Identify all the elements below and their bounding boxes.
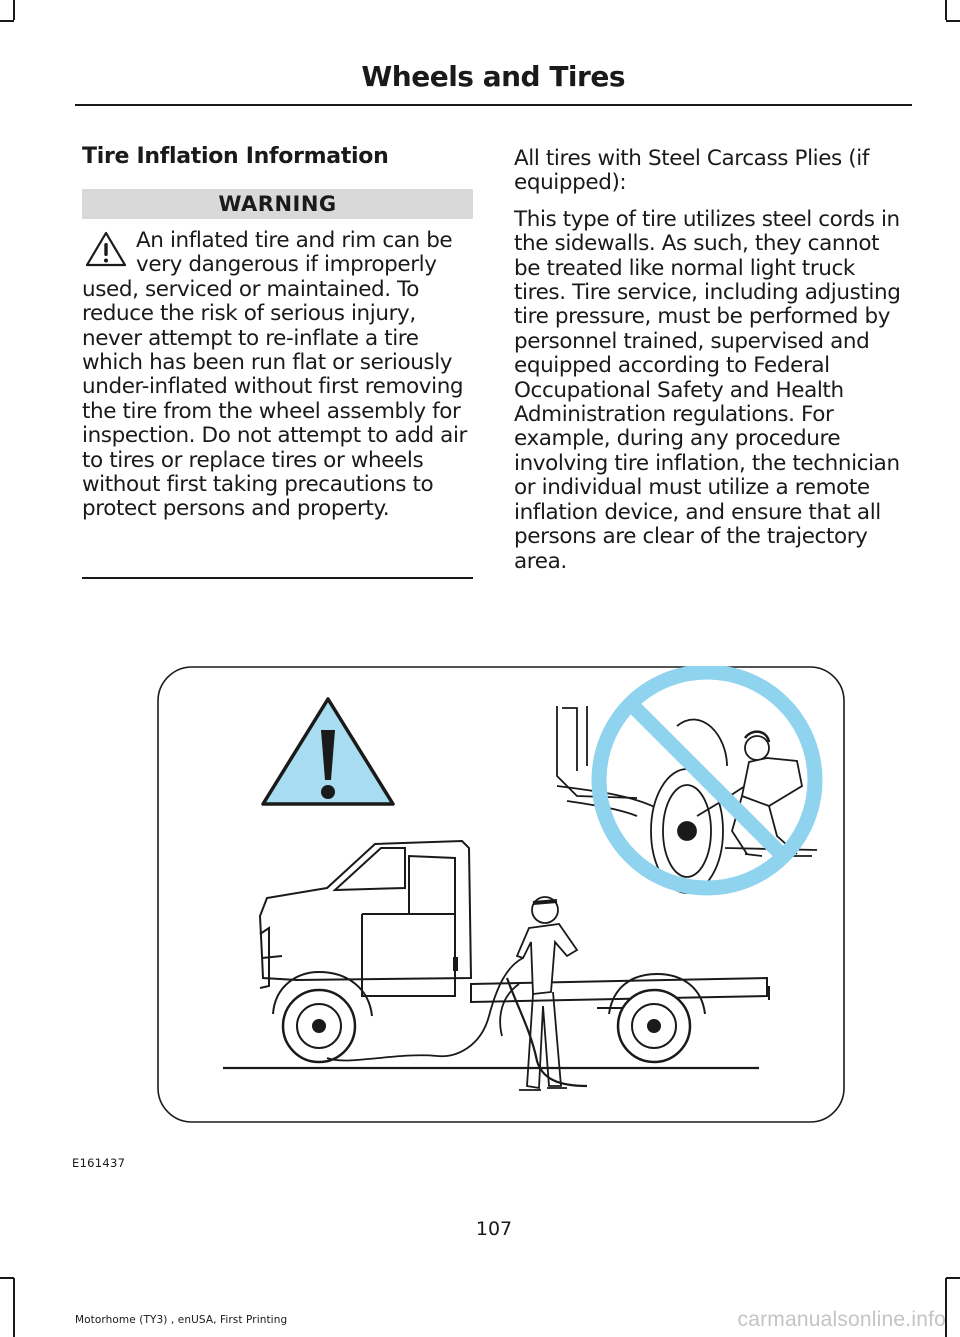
page-header <box>75 60 625 93</box>
tire-inflation-illustration <box>157 666 845 1123</box>
crop-mark <box>946 1277 960 1279</box>
crop-mark <box>0 20 14 22</box>
crop-mark <box>13 1278 15 1337</box>
site-watermark[interactable]: carmanualsonline.info <box>737 1308 946 1331</box>
steel-ply-section <box>514 147 910 586</box>
crop-mark <box>0 1277 14 1279</box>
crop-mark <box>946 20 960 22</box>
figure-id: E161437 <box>72 1156 126 1170</box>
warning-label: WARNING <box>82 189 473 219</box>
steel-ply-body: This type of tire utilizes steel cords in the sidewalls. As such, they cannot be treated like normal light truck tires. Tire service, including adjusting tire pressure, must be performed by personnel trained, supervised and equipped according to Federal Occupational Safety and Health Administration regulations. For example, during any procedure involving tire inflation, the technician or individual must utilize a remote inflation device, and ensure that all persons are clear of the trajectory area. <box>514 206 901 574</box>
crop-mark <box>945 0 947 20</box>
section-title: Wheels and Tires <box>361 60 625 93</box>
header-rule <box>75 104 912 106</box>
warning-text: An inflated tire and rim can be very dangerous if improperly used, serviced or maintained. To reduce the risk of serious injury, never attempt to re-inflate a tire which has been run flat or seriously under-inflated without first removing the tire from the wheel assembly for inspection. Do not attempt to add air to tires or replace tires or wheels without first taking precautions to protect persons and property. <box>82 228 467 522</box>
page-number: 107 <box>475 1218 513 1240</box>
steel-ply-intro: All tires with Steel Carcass Plies (if equipped): <box>514 146 870 196</box>
section-heading: Tire Inflation Information <box>82 144 389 169</box>
crop-mark <box>13 0 15 20</box>
edition-footer: Motorhome (TY3) , enUSA, First Printing <box>75 1314 288 1326</box>
warning-body <box>82 229 475 522</box>
warning-bottom-rule <box>82 577 473 579</box>
